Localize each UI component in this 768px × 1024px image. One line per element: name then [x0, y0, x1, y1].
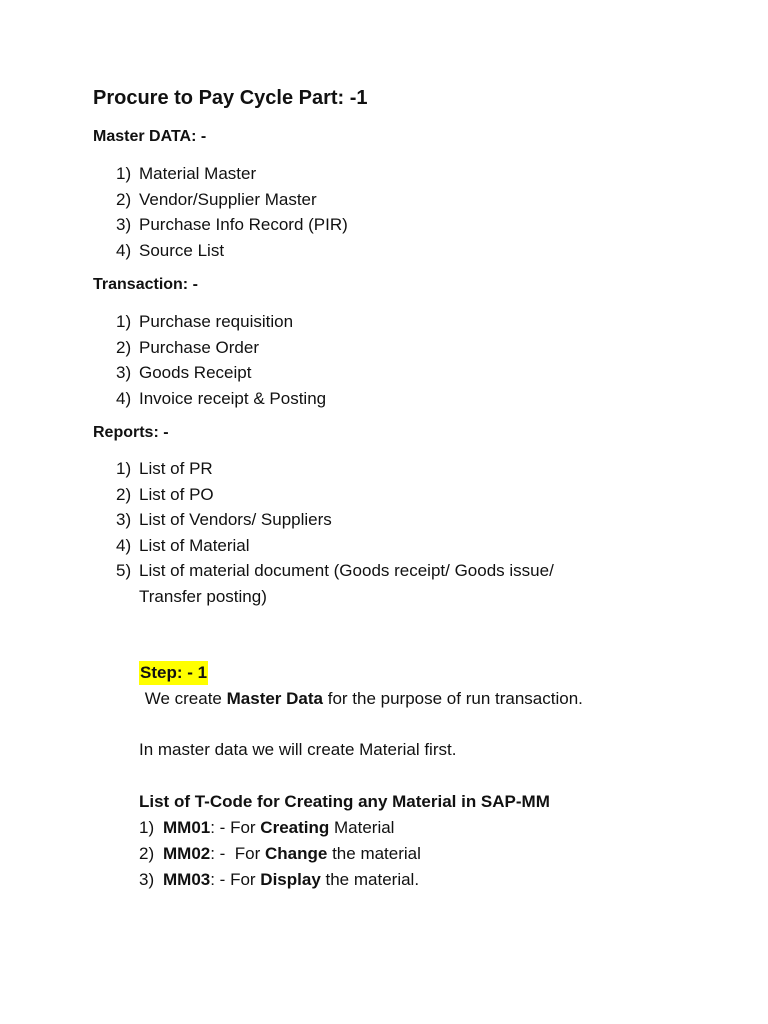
list-item: 1) Purchase requisition	[116, 312, 294, 331]
list-item: 2) Vendor/Supplier Master	[116, 189, 317, 209]
master-data-heading: Master DATA: -	[93, 128, 207, 145]
master-data-list	[116, 161, 348, 263]
list-item: 1) List of PR	[116, 459, 213, 478]
reports-heading: Reports: -	[93, 424, 169, 441]
list-item: 4) Invoice receipt & Posting	[116, 388, 327, 408]
step-paragraph-1: We create Master Data for the purpose of run transaction.	[140, 689, 583, 708]
reports-list	[116, 456, 619, 609]
list-item: 3) MM03: - For Display the material.	[139, 870, 420, 889]
list-item: 5) List of material document (Goods receipt/ Goods issue/ Transfer posting)	[116, 561, 554, 606]
list-item: 2) Purchase Order	[116, 337, 259, 357]
page-title: Procure to Pay Cycle Part: -1	[93, 87, 368, 109]
tcode-heading: List of T-Code for Creating any Material in SAP-MM	[139, 792, 550, 811]
list-item: 1) MM01: - For Creating Material	[139, 818, 395, 837]
step-paragraph-2: In master data we will create Material first.	[139, 740, 457, 759]
list-item: 4) Source List	[116, 240, 225, 260]
list-item: 3) Goods Receipt	[116, 363, 252, 382]
tcode-list	[139, 815, 421, 893]
list-item: 3) Purchase Info Record (PIR)	[116, 215, 348, 234]
transaction-heading: Transaction: -	[93, 276, 198, 293]
list-item: 4) List of Material	[116, 535, 250, 555]
list-item: 3) List of Vendors/ Suppliers	[116, 510, 332, 529]
list-item: 2) List of PO	[116, 484, 214, 504]
transaction-list	[116, 309, 326, 411]
list-item: 1) Material Master	[116, 164, 257, 183]
step-label: Step: - 1	[139, 661, 208, 685]
list-item: 2) MM02: - For Change the material	[139, 844, 421, 863]
